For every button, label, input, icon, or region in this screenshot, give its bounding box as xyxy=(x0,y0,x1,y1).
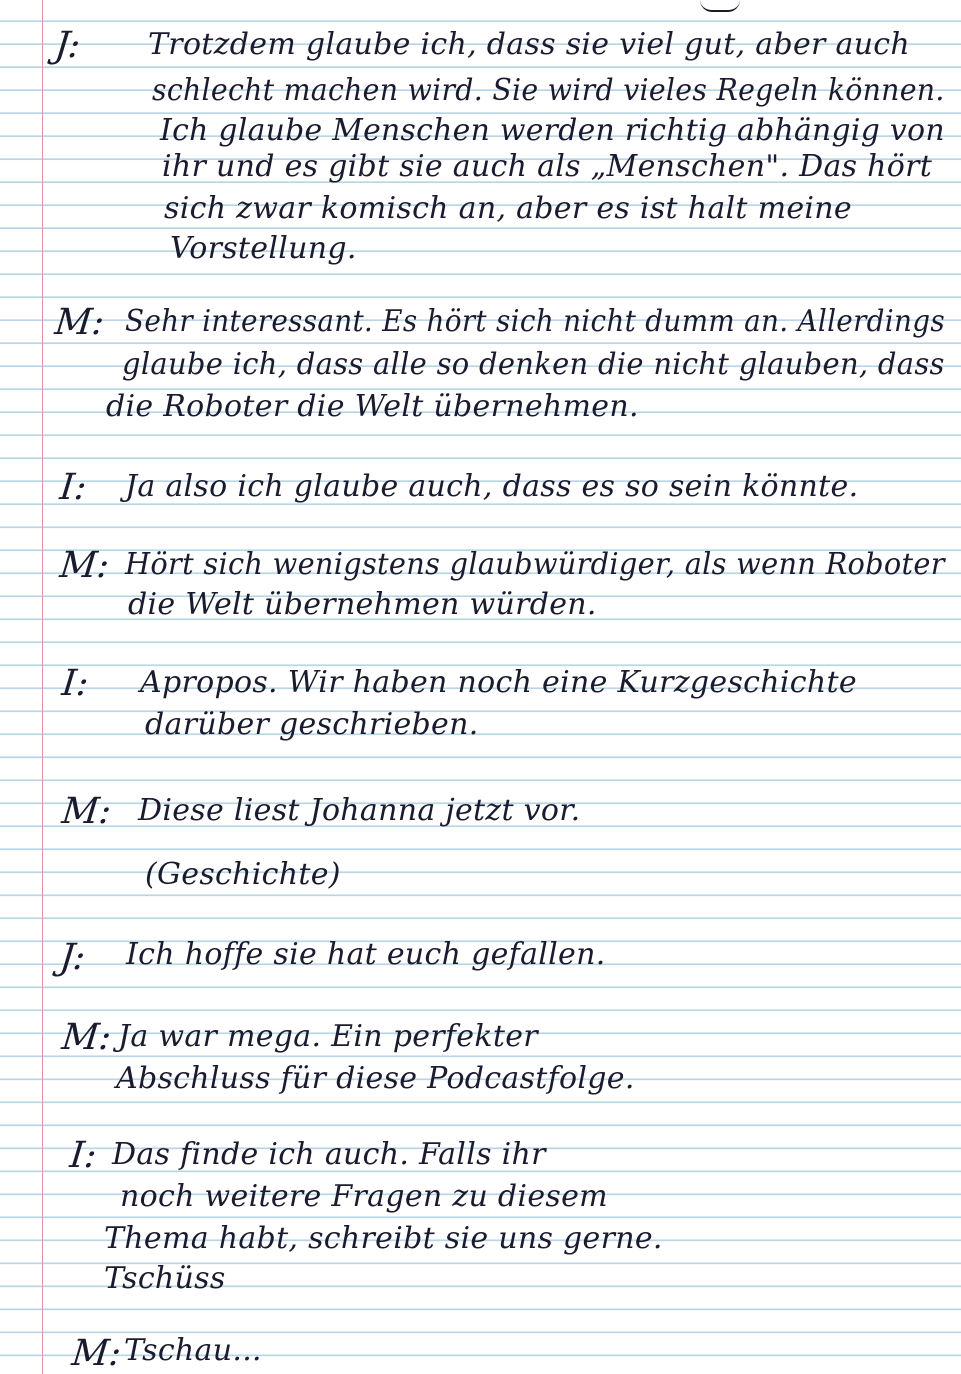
speaker-label: M: xyxy=(57,545,112,586)
speaker-label: M: xyxy=(59,791,114,832)
dialogue-line: Sehr interessant. Es hört sich nicht dumm an. Allerdings xyxy=(125,304,945,339)
dialogue-line: Ich glaube Menschen werden richtig abhängig von xyxy=(160,113,945,148)
dialogue-line: Das finde ich auch. Falls ihr xyxy=(112,1137,546,1172)
speaker-label: J: xyxy=(57,937,88,978)
dialogue-line: Trotzdem glaube ich, dass sie viel gut, aber auch xyxy=(148,27,911,62)
dialogue-line: Vorstellung. xyxy=(170,231,357,266)
dialogue-line: Abschluss für diese Podcastfolge. xyxy=(116,1061,635,1096)
dialogue-line: darüber geschrieben. xyxy=(145,707,479,742)
speaker-label: M: xyxy=(52,302,107,343)
dialogue-line: Tschau... xyxy=(124,1333,262,1368)
speaker-label: M: xyxy=(69,1333,124,1374)
dialogue-line: die Roboter die Welt übernehmen. xyxy=(106,389,639,424)
stage-direction: (Geschichte) xyxy=(145,857,341,892)
dialogue-line: Apropos. Wir haben noch eine Kurzgeschichte xyxy=(140,665,857,700)
dialogue-line: schlecht machen wird. Sie wird vieles Regeln können. xyxy=(152,73,945,108)
dialogue-line: glaube ich, dass alle so denken die nicht glauben, dass xyxy=(122,347,945,382)
dialogue-line: ihr und es gibt sie auch als „Menschen". Das hört xyxy=(162,149,933,184)
dialogue-line: Tschüss xyxy=(104,1261,226,1296)
dialogue-line: sich zwar komisch an, aber es ist halt meine xyxy=(164,191,852,226)
margin-line xyxy=(42,0,43,1374)
dialogue-line: Ich hoffe sie hat euch gefallen. xyxy=(126,937,606,972)
speaker-label: J: xyxy=(52,25,83,66)
dialogue-line: die Welt übernehmen würden. xyxy=(128,587,597,622)
speaker-label: M: xyxy=(59,1017,114,1058)
speaker-label: I: xyxy=(57,467,89,508)
pen-stroke xyxy=(700,0,740,12)
dialogue-line: Ja also ich glaube auch, dass es so sein könnte. xyxy=(125,469,859,504)
speaker-label: I: xyxy=(67,1135,99,1176)
dialogue-line: Hört sich wenigstens glaubwürdiger, als wenn Roboter xyxy=(125,547,945,582)
dialogue-line: Thema habt, schreibt sie uns gerne. xyxy=(104,1221,663,1256)
dialogue-line: Ja war mega. Ein perfekter xyxy=(118,1019,538,1054)
dialogue-line: noch weitere Fragen zu diesem xyxy=(120,1179,608,1214)
dialogue-line: Diese liest Johanna jetzt vor. xyxy=(138,793,581,828)
speaker-label: I: xyxy=(59,663,91,704)
